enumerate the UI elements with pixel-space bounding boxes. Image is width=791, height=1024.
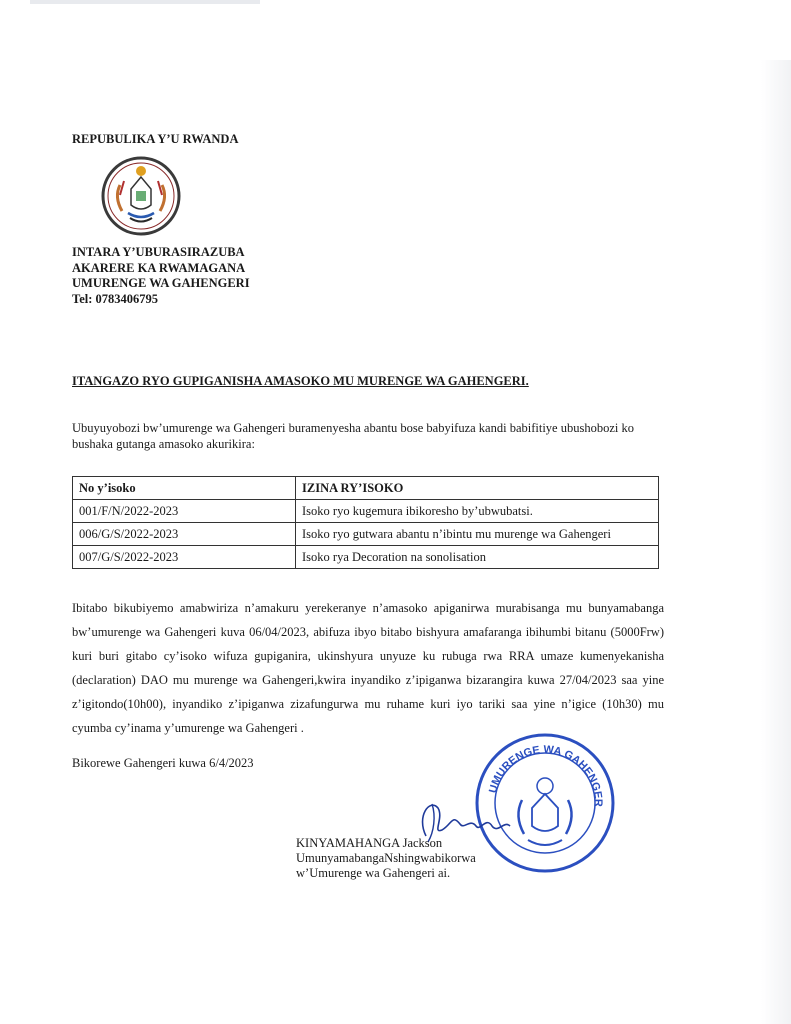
table-row <box>73 523 659 546</box>
stamp-text: UMURENGE WA GAHENGER <box>487 743 605 807</box>
body-paragraph: Ibitabo bikubiyemo amabwiriza n’amakuru yerekeranye n’amasoko apiganirwa murabisanga mu bunyamabanga bw’umurenge wa Gahengeri kuva 06/04/2023, abifuza ibyo bitabo bishyura amafaranga ibihumbi bitanu (5000Frw) kuri buri gitabo cy’isoko wifuza gupiganira, ukinshyura unyuze ku rubuga rwa RRA umaze kumenyekanisha (declaration) DAO mu murenge wa Gahengeri,kwira inyandiko z’ipiganwa bizarangira kuwa 27/04/2023 saa yine z’igitondo(10h00), inyandiko z’ipiganwa zizafungurwa mu ruhame kuri iyo tariki saa yine n’igice (10h30) mu cyumba cy’inama y’umurenge wa Gahengeri . <box>72 601 664 735</box>
district-line: AKARERE KA RWAMAGANA <box>72 260 246 275</box>
coat-of-arms-icon <box>100 155 182 237</box>
sector-line: UMURENGE WA GAHENGERI <box>72 276 250 290</box>
column-header-name: IZINA RY’ISOKO <box>296 477 659 500</box>
phone-line: Tel: 0783406795 <box>72 291 158 306</box>
lot-number-cell: 007/G/S/2022-2023 <box>73 546 296 569</box>
scan-edge-shadow <box>761 60 791 1024</box>
signer-office: w’Umurenge wa Gahengeri ai. <box>296 866 451 880</box>
intro-paragraph: Ubuyuyobozi bw’umurenge wa Gahengeri buramenyesha abantu bose babyifuza kandi babifitiye ubushobozi ko bushaka gutanga amasoko akurikira: <box>72 421 634 451</box>
notice-title: ITANGAZO RYO GUPIGANISHA AMASOKO MU MURENGE WA GAHENGERI. <box>72 374 529 388</box>
scan-artifact <box>30 0 260 4</box>
table-row <box>73 546 659 569</box>
table-header-row <box>73 477 659 500</box>
lot-number-cell: 006/G/S/2022-2023 <box>73 523 296 546</box>
done-at-line: Bikorewe Gahengeri kuwa 6/4/2023 <box>72 756 254 770</box>
signer-role: UmunyamabangaNshingwabikorwa <box>296 851 476 865</box>
province-line: INTARA Y’UBURASIRAZUBA <box>72 245 245 259</box>
lot-name-cell: Isoko rya Decoration na sonolisation <box>296 546 659 569</box>
lot-name-cell: Isoko ryo gutwara abantu n’ibintu mu murenge wa Gahengeri <box>296 523 659 546</box>
lot-number-cell: 001/F/N/2022-2023 <box>73 500 296 523</box>
table-row <box>73 500 659 523</box>
signer-block <box>296 836 476 881</box>
column-header-number: No y’isoko <box>73 477 296 500</box>
republic-heading: REPUBULIKA Y’U RWANDA <box>72 132 239 146</box>
lot-name-cell: Isoko ryo kugemura ibikoresho by’ubwubatsi. <box>296 500 659 523</box>
administrative-header <box>72 245 250 307</box>
tender-lots-table <box>72 476 659 569</box>
signer-name: KINYAMAHANGA Jackson <box>296 836 443 850</box>
